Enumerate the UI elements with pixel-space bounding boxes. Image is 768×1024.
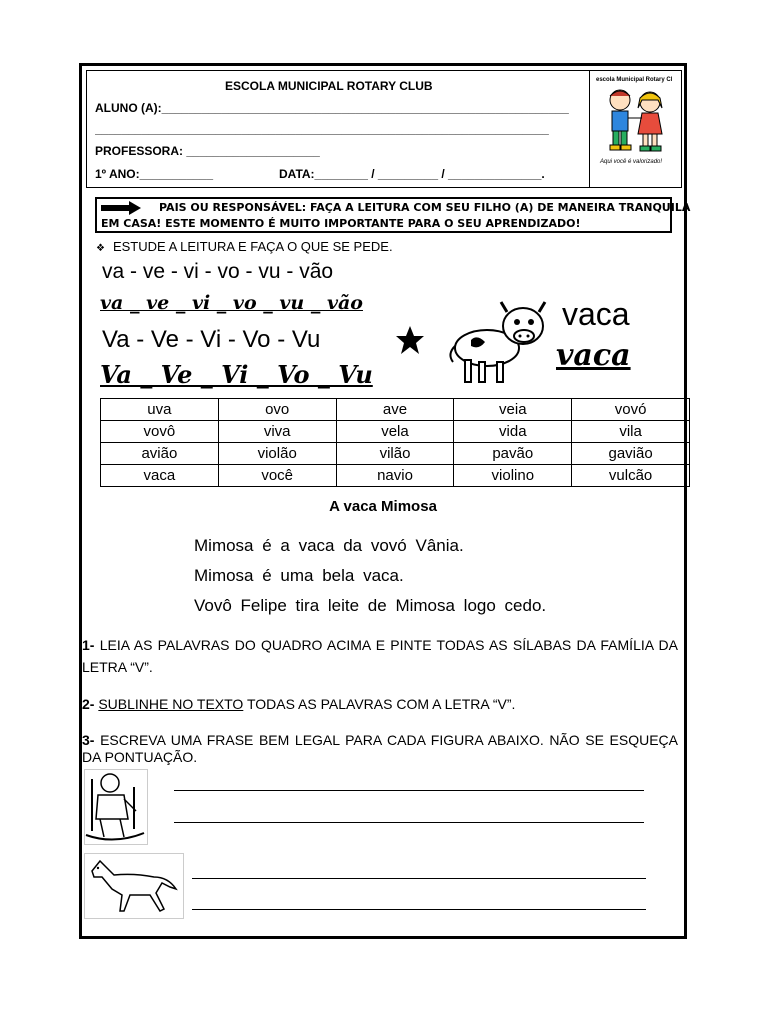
question-3 [82, 732, 678, 766]
table-cell: ovo [218, 399, 336, 421]
student-extra-line[interactable]: ____________________________________________________________________ [95, 122, 549, 136]
table-cell: vela [336, 421, 454, 443]
question-3-number: 3- [82, 732, 95, 748]
school-logo [589, 71, 681, 187]
table-cell: vilão [336, 443, 454, 465]
question-2-underlined: SUBLINHE NO TEXTO [98, 696, 244, 712]
syllables-lower-cursive: va _ ve _ vi _ vo _ vu _ vão [100, 292, 363, 314]
notice-line-1: PAIS OU RESPONSÁVEL: FAÇA A LEITURA COM SEU FILHO (A) DE MANEIRA TRANQUILA [159, 201, 691, 214]
instruction-line [96, 239, 393, 254]
table-cell: avião [101, 443, 219, 465]
answer-line-4[interactable] [192, 909, 646, 910]
answer-line-2[interactable] [174, 822, 644, 823]
table-cell: veia [454, 399, 572, 421]
cow-icon [443, 296, 553, 388]
question-2-text: TODAS AS PALAVRAS COM A LETRA “V”. [243, 696, 516, 712]
story-line-3: Vovô Felipe tira leite de Mimosa logo cedo. [194, 596, 547, 615]
header-box [86, 70, 682, 188]
table-cell: navio [336, 465, 454, 487]
date-field[interactable]: DATA:________ / _________ / ______________. [279, 167, 545, 181]
cow-word-cursive: vaca [556, 338, 631, 373]
table-cell: vida [454, 421, 572, 443]
table-row [101, 443, 690, 465]
school-name: ESCOLA MUNICIPAL ROTARY CLUB [225, 79, 433, 93]
cow-word-print: vaca [562, 296, 630, 332]
syllables-upper-cursive: Va _ Ve _ Vi _ Vo _ Vu [100, 360, 373, 389]
teacher-field[interactable]: PROFESSORA: ____________________ [95, 144, 320, 158]
question-2 [82, 696, 678, 712]
instruction-text: ESTUDE A LEITURA E FAÇA O QUE SE PEDE. [112, 239, 393, 254]
answer-line-3[interactable] [192, 878, 646, 879]
arrow-right-icon [101, 201, 141, 215]
table-cell: vaca [101, 465, 219, 487]
logo-bottom-text: Aqui você é valorizado! [600, 159, 663, 165]
table-cell: vovô [101, 421, 219, 443]
table-cell: violino [454, 465, 572, 487]
diamond-bullet-icon: ❖ [96, 243, 105, 254]
syllables-upper-print: Va - Ve - Vi - Vo - Vu [102, 326, 321, 353]
story-line-2: Mimosa é uma bela vaca. [194, 566, 404, 585]
story-line-1: Mimosa é a vaca da vovó Vânia. [194, 536, 464, 555]
table-cell: vila [572, 421, 690, 443]
table-row [101, 399, 690, 421]
table-cell: vulcão [572, 465, 690, 487]
notice-line-2: EM CASA! ESTE MOMENTO É MUITO IMPORTANTE PARA O SEU APRENDIZADO! [101, 217, 581, 230]
parent-notice [95, 197, 691, 233]
question-2-number: 2- [82, 696, 95, 712]
syllables-lower-print: va - ve - vi - vo - vu - vão [102, 260, 334, 283]
table-cell: uva [101, 399, 219, 421]
horse-icon [84, 853, 184, 919]
question-3-text: ESCREVA UMA FRASE BEM LEGAL PARA CADA FIGURA ABAIXO. NÃO SE ESQUEÇA DA PONTUAÇÃO. [82, 732, 679, 765]
children-icon [600, 86, 670, 154]
table-cell: vovó [572, 399, 690, 421]
table-row [101, 465, 690, 487]
year-field[interactable]: 1º ANO:___________ [95, 167, 214, 181]
worksheet-page [79, 63, 691, 939]
table-cell: você [218, 465, 336, 487]
story-title: A vaca Mimosa [329, 498, 437, 515]
star-icon [395, 325, 425, 355]
grandfather-rocking-chair-icon [84, 769, 148, 845]
logo-top-text: escola Municipal Rotary Cl [596, 77, 673, 83]
table-cell: gavião [572, 443, 690, 465]
table-row [101, 421, 690, 443]
question-1-text: LEIA AS PALAVRAS DO QUADRO ACIMA E PINTE TODAS AS SÍLABAS DA FAMÍLIA DA LETRA “V”. [82, 637, 678, 675]
question-1 [82, 634, 678, 678]
words-table [100, 398, 690, 487]
table-cell: ave [336, 399, 454, 421]
table-cell: violão [218, 443, 336, 465]
table-cell: viva [218, 421, 336, 443]
student-field[interactable]: ALUNO (A):_____________________________________________________________ [95, 101, 569, 115]
table-cell: pavão [454, 443, 572, 465]
answer-line-1[interactable] [174, 790, 644, 791]
question-1-number: 1- [82, 637, 95, 653]
